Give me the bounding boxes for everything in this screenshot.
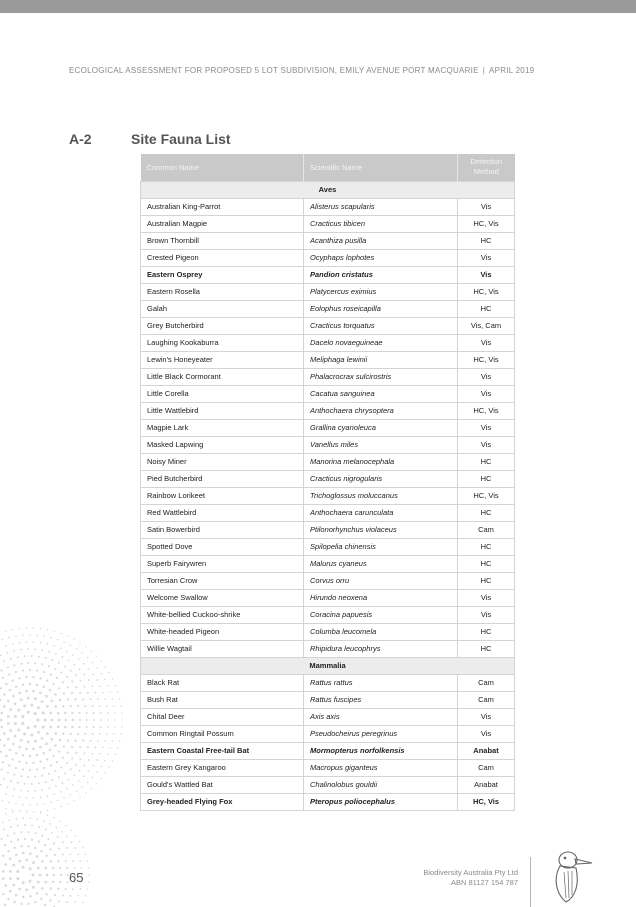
common-name-cell: Eastern Grey Kangaroo [141,759,304,776]
common-name-cell: Galah [141,300,304,317]
table-row [141,232,515,249]
common-name-cell: Black Rat [141,674,304,691]
scientific-name-cell: Ocyphaps lophotes [304,249,458,266]
table-row [141,640,515,657]
common-name-cell: Grey Butcherbird [141,317,304,334]
scientific-name-cell: Phalacrocrax sulcirostris [304,368,458,385]
detection-method-cell: Cam [458,521,515,538]
document-title: ECOLOGICAL ASSESSMENT FOR PROPOSED 5 LOT SUBDIVISION, EMILY AVENUE PORT MACQUARIE [69,66,479,75]
scientific-name-cell: Rattus rattus [304,674,458,691]
common-name-cell: Magpie Lark [141,419,304,436]
common-name-cell: White-headed Pigeon [141,623,304,640]
table-row [141,351,515,368]
detection-method-cell: HC, Vis [458,487,515,504]
common-name-cell: Australian Magpie [141,215,304,232]
scientific-name-cell: Pteropus poliocephalus [304,793,458,810]
column-header-common: Common Name [141,154,304,181]
table-row [141,198,515,215]
scientific-name-cell: Hirundo neoxena [304,589,458,606]
common-name-cell: Common Ringtail Possum [141,725,304,742]
common-name-cell: Eastern Rosella [141,283,304,300]
common-name-cell: Grey-headed Flying Fox [141,793,304,810]
scientific-name-cell: Spilopelia chinensis [304,538,458,555]
common-name-cell: Spotted Dove [141,538,304,555]
header-separator: | [482,66,486,75]
detection-method-cell: Vis, Cam [458,317,515,334]
scientific-name-cell: Rhipidura leucophrys [304,640,458,657]
table-header-row [141,154,515,181]
detection-method-cell: Vis [458,249,515,266]
detection-method-cell: HC [458,572,515,589]
table-row [141,402,515,419]
scientific-name-cell: Ptilonorhynchus violaceus [304,521,458,538]
fauna-table [140,154,515,811]
common-name-cell: Australian King-Parrot [141,198,304,215]
column-header-method: Detection Method [458,154,515,181]
table-row [141,572,515,589]
detection-method-cell: HC [458,504,515,521]
dot-pattern-icon [0,610,150,907]
table-row [141,470,515,487]
scientific-name-cell: Vanellus miles [304,436,458,453]
table-row [141,623,515,640]
column-header-scientific: Scientific Name [304,154,458,181]
table-row [141,674,515,691]
detection-method-cell: Anabat [458,776,515,793]
detection-method-cell: HC, Vis [458,402,515,419]
scientific-name-cell: Pseudocheirus peregrinus [304,725,458,742]
detection-method-cell: HC [458,555,515,572]
running-header [69,66,569,75]
scientific-name-cell: Cacatua sanguinea [304,385,458,402]
document-date: APRIL 2019 [489,66,535,75]
detection-method-cell: Vis [458,334,515,351]
table-row [141,725,515,742]
scientific-name-cell: Macropus giganteus [304,759,458,776]
common-name-cell: Little Wattlebird [141,402,304,419]
common-name-cell: Red Wattlebird [141,504,304,521]
scientific-name-cell: Chalinolobus gouldii [304,776,458,793]
detection-method-cell: HC, Vis [458,283,515,300]
footer-divider [530,857,531,907]
scientific-name-cell: Platycercus eximius [304,283,458,300]
scientific-name-cell: Eolophus roseicapilla [304,300,458,317]
section-number: A-2 [69,131,92,147]
detection-method-cell: HC, Vis [458,793,515,810]
common-name-cell: Crested Pigeon [141,249,304,266]
common-name-cell: Pied Butcherbird [141,470,304,487]
table-row [141,266,515,283]
scientific-name-cell: Anthochaera chrysoptera [304,402,458,419]
scientific-name-cell: Malurus cyaneus [304,555,458,572]
table-row [141,538,515,555]
scientific-name-cell: Trichoglossus moluccanus [304,487,458,504]
detection-method-cell: HC [458,300,515,317]
common-name-cell: Lewin's Honeyeater [141,351,304,368]
scientific-name-cell: Dacelo novaeguineae [304,334,458,351]
section-title: Site Fauna List [131,131,231,147]
detection-method-cell: Vis [458,436,515,453]
common-name-cell: Superb Fairywren [141,555,304,572]
detection-method-cell: Cam [458,759,515,776]
common-name-cell: Torresian Crow [141,572,304,589]
common-name-cell: Masked Lapwing [141,436,304,453]
table-row [141,691,515,708]
common-name-cell: Bush Rat [141,691,304,708]
table-row [141,249,515,266]
table-row [141,368,515,385]
scientific-name-cell: Acanthiza pusilla [304,232,458,249]
table-row [141,300,515,317]
table-row [141,283,515,300]
table-row [141,453,515,470]
common-name-cell: Laughing Kookaburra [141,334,304,351]
detection-method-cell: Vis [458,419,515,436]
table-row [141,742,515,759]
detection-method-cell: Vis [458,606,515,623]
page-number: 65 [69,870,84,885]
common-name-cell: Brown Thornbill [141,232,304,249]
table-row [141,419,515,436]
detection-method-cell: HC [458,232,515,249]
company-name: Biodiversity Australia Pty Ltd [423,868,518,877]
common-name-cell: Little Black Cormorant [141,368,304,385]
common-name-cell: Welcome Swallow [141,589,304,606]
common-name-cell: Chital Deer [141,708,304,725]
common-name-cell: Satin Bowerbird [141,521,304,538]
table-row [141,589,515,606]
table-row [141,776,515,793]
detection-method-cell: Vis [458,385,515,402]
detection-method-cell: Vis [458,589,515,606]
table-row [141,436,515,453]
scientific-name-cell: Columba leucomela [304,623,458,640]
detection-method-cell: Vis [458,198,515,215]
detection-method-cell: Vis [458,725,515,742]
detection-method-cell: HC [458,453,515,470]
detection-method-cell: HC [458,623,515,640]
fauna-table-body [141,181,515,810]
scientific-name-cell: Cracticus torquatus [304,317,458,334]
detection-method-cell: Cam [458,674,515,691]
scientific-name-cell: Rattus fuscipes [304,691,458,708]
scientific-name-cell: Axis axis [304,708,458,725]
kookaburra-logo-icon [548,848,594,906]
common-name-cell: Willie Wagtail [141,640,304,657]
top-bar [0,0,636,13]
table-row [141,708,515,725]
common-name-cell: Rainbow Lorikeet [141,487,304,504]
common-name-cell: Gould's Wattled Bat [141,776,304,793]
detection-method-cell: HC [458,640,515,657]
detection-method-cell: HC, Vis [458,351,515,368]
detection-method-cell: Anabat [458,742,515,759]
detection-method-cell: Vis [458,708,515,725]
table-row [141,793,515,810]
scientific-name-cell: Grallina cyanoleuca [304,419,458,436]
group-row [141,657,515,674]
detection-method-cell: Cam [458,691,515,708]
table-row [141,606,515,623]
common-name-cell: Eastern Coastal Free-tail Bat [141,742,304,759]
table-row [141,759,515,776]
group-label: Mammalia [141,657,515,674]
detection-method-cell: HC, Vis [458,215,515,232]
table-row [141,317,515,334]
company-abn: ABN 81127 154 787 [451,878,518,887]
common-name-cell: Little Corella [141,385,304,402]
table-row [141,521,515,538]
table-row [141,385,515,402]
detection-method-cell: HC [458,470,515,487]
scientific-name-cell: Pandion cristatus [304,266,458,283]
common-name-cell: Noisy Miner [141,453,304,470]
common-name-cell: White-bellied Cuckoo-shrike [141,606,304,623]
table-row [141,215,515,232]
scientific-name-cell: Alisterus scapularis [304,198,458,215]
scientific-name-cell: Anthochaera carunculata [304,504,458,521]
group-label: Aves [141,181,515,198]
scientific-name-cell: Meliphaga lewinii [304,351,458,368]
scientific-name-cell: Mormopterus norfolkensis [304,742,458,759]
scientific-name-cell: Corvus orru [304,572,458,589]
common-name-cell: Eastern Osprey [141,266,304,283]
table-row [141,334,515,351]
table-row [141,487,515,504]
table-row [141,555,515,572]
scientific-name-cell: Manorina melanocephala [304,453,458,470]
detection-method-cell: Vis [458,266,515,283]
detection-method-cell: HC [458,538,515,555]
scientific-name-cell: Cracticus nigrogularis [304,470,458,487]
scientific-name-cell: Cracticus tibicen [304,215,458,232]
group-row [141,181,515,198]
scientific-name-cell: Coracina papuesis [304,606,458,623]
detection-method-cell: Vis [458,368,515,385]
footer-company-info [423,868,518,888]
table-row [141,504,515,521]
